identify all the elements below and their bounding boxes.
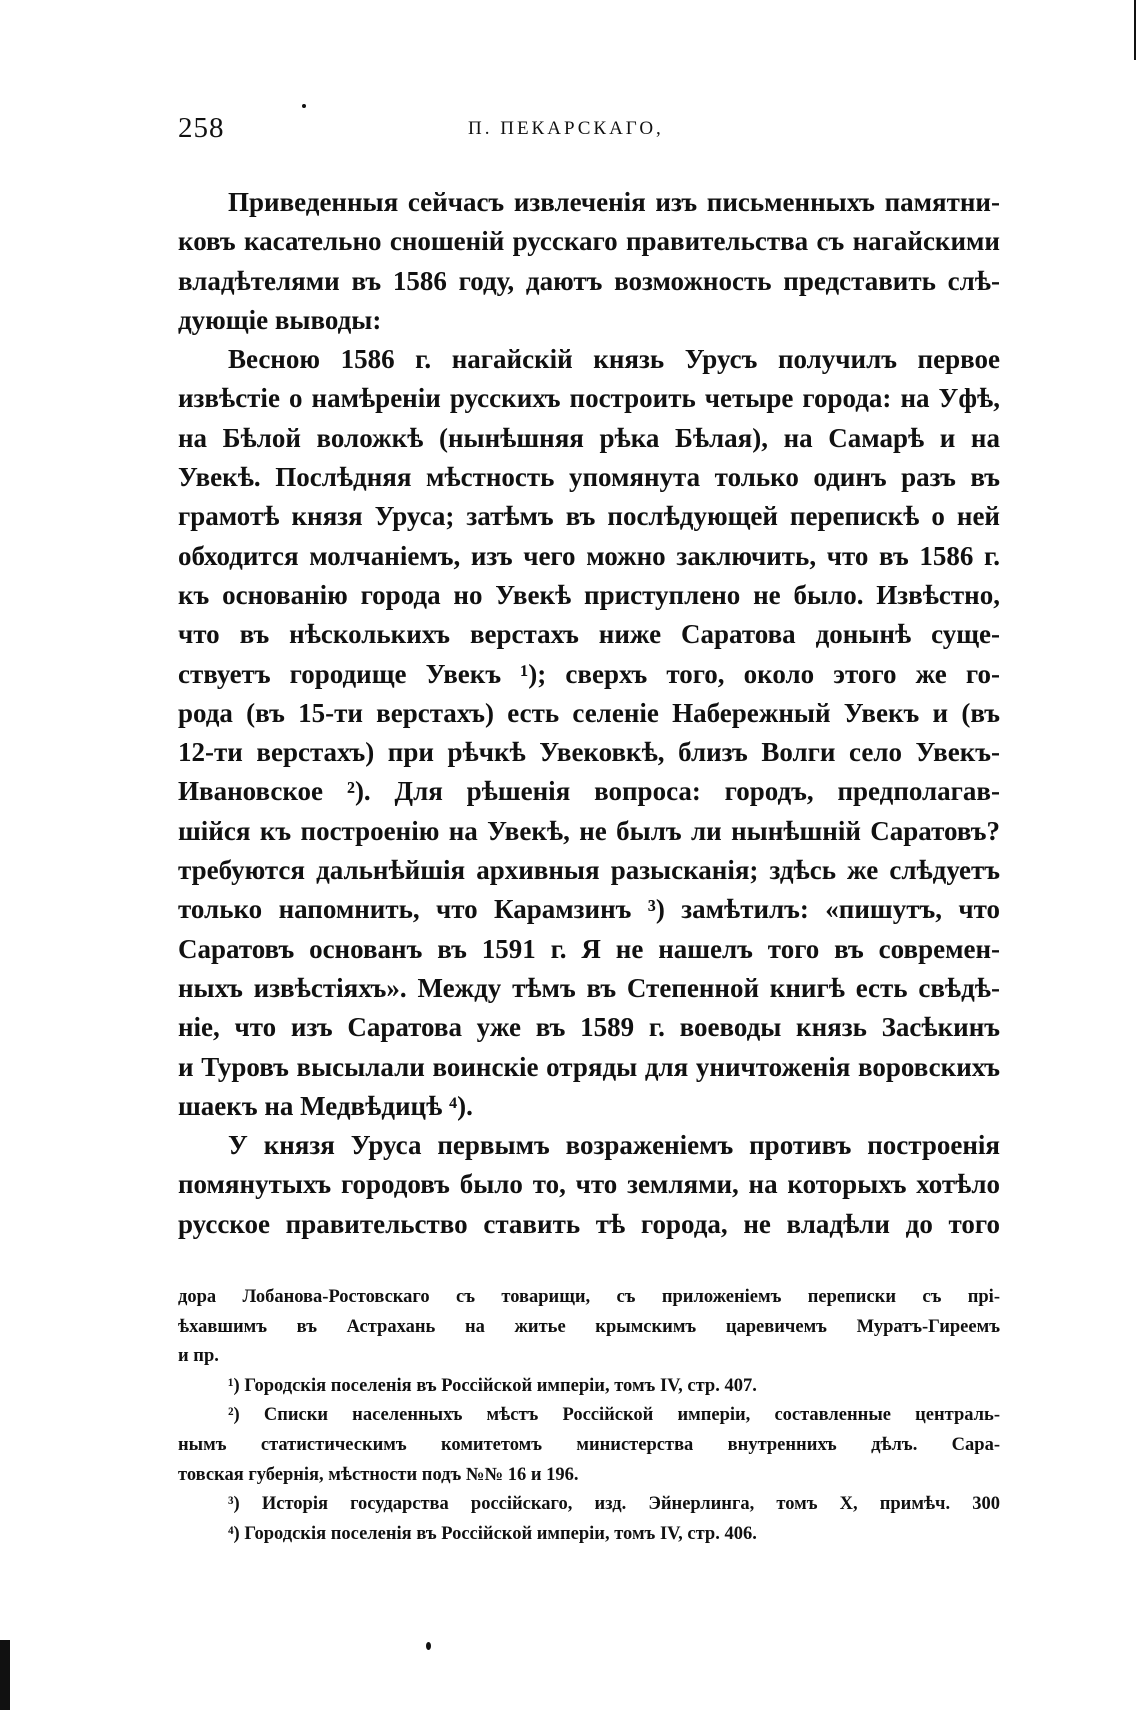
body-line: Ивановское ²). Для рѣшенія вопроса: городъ, предполагав- <box>178 776 1000 807</box>
footnote-line: ²) Списки населенныхъ мѣстъ Россійской имперіи, составленные централь- <box>228 1405 1000 1426</box>
footnote-line: нымъ статистическимъ комитетомъ министерства внутреннихъ дѣлъ. Сара- <box>178 1434 1000 1455</box>
body-line: 12-ти верстахъ) при рѣчкѣ Увековкѣ, близъ Волги село Увекъ- <box>178 737 1000 768</box>
body-line: помянутыхъ городовъ было то, что землями, на которыхъ хотѣло <box>178 1169 1000 1200</box>
body-line: дующіе выводы: <box>178 304 382 335</box>
body-line: что въ нѣсколькихъ верстахъ ниже Саратова донынѣ суще- <box>178 619 1000 650</box>
body-line: грамотѣ князя Уруса; затѣмъ въ послѣдующей перепискѣ о ней <box>178 501 1000 532</box>
body-text <box>178 183 1000 1244</box>
body-line: У князя Уруса первымъ возраженіемъ противъ построенія <box>228 1130 1000 1161</box>
scan-speck <box>302 104 306 108</box>
body-line: владѣтелями въ 1586 году, даютъ возможность представить слѣ- <box>178 265 1000 296</box>
footnote-line: и пр. <box>178 1346 219 1367</box>
footnote-line: товская губернія, мѣстности подъ №№ 16 и 196. <box>178 1464 579 1485</box>
footnote-line: ³) Исторія государства россійскаго, изд. Эйнерлинга, томъ X, примѣч. 300 <box>228 1494 1000 1515</box>
footnote-line: ѣхавшимъ въ Астрахань на житье крымскимъ царевичемъ Муратъ-Гиреемъ <box>178 1316 1000 1337</box>
footnotes <box>178 1283 1000 1549</box>
body-line: русское правительство ставить тѣ города, не владѣли до того <box>178 1208 1000 1239</box>
scan-edge-line <box>1134 0 1136 60</box>
page-header <box>178 112 998 152</box>
body-line: только напомнить, что Карамзинъ ³) замѣтилъ: «пишутъ, что <box>178 894 1000 925</box>
body-line: рода (въ 15-ти верстахъ) есть селеніе Набережный Увекъ и (въ <box>178 697 1000 728</box>
body-line: и Туровъ высылали воинскіе отряды для уничтоженія воровскихъ <box>178 1051 1000 1082</box>
footnote-line: дора Лобанова-Ростовскаго съ товарищи, съ приложеніемъ переписки съ прі- <box>178 1287 1000 1307</box>
body-line: Весною 1586 г. нагайскій князь Урусъ получилъ первое <box>228 344 1000 375</box>
body-line: извѣстіе о намѣреніи русскихъ построить четыре города: на Уфѣ, <box>178 383 1000 414</box>
body-line: Увекѣ. Послѣдняя мѣстность упомянута только одинъ разъ въ <box>178 462 1000 493</box>
body-line: шійся къ построенію на Увекѣ, не былъ ли нынѣшній Саратовъ? <box>178 815 1000 846</box>
body-line: ковъ касательно сношеній русскаго правительства съ нагайскими <box>178 226 1000 257</box>
body-line: шаекъ на Медвѣдицѣ ⁴). <box>178 1090 473 1121</box>
body-line: Приведенныя сейчасъ извлеченія изъ письменныхъ памятни- <box>228 187 1000 217</box>
body-line: требуются дальнѣйшія архивныя разысканія; здѣсь же слѣдуетъ <box>178 855 1000 886</box>
body-line: ніе, что изъ Саратова уже въ 1589 г. воеводы князь Засѣкинъ <box>178 1012 1000 1043</box>
footnote-line: ⁴) Городскія поселенія въ Россійской имперіи, томъ IV, стр. 406. <box>228 1523 757 1544</box>
scan-speck <box>426 1642 431 1650</box>
body-line: обходится молчаніемъ, изъ чего можно заключить, что въ 1586 г. <box>178 540 1000 571</box>
body-line: ныхъ извѣстіяхъ». Между тѣмъ въ Степенной книгѣ есть свѣдѣ- <box>178 972 1000 1003</box>
running-title: П. ПЕКАРСКАГО, <box>468 118 664 139</box>
scan-edge-mark <box>0 1640 10 1710</box>
body-line: ствуетъ городище Увекъ ¹); сверхъ того, около этого же го- <box>178 658 1000 689</box>
body-line: на Бѣлой воложкѣ (нынѣшняя рѣка Бѣлая), на Самарѣ и на <box>178 422 1000 453</box>
body-line: Саратовъ основанъ въ 1591 г. Я не нашелъ того въ современ- <box>178 933 1000 964</box>
footnote-line: ¹) Городскія поселенія въ Россійской имперіи, томъ IV, стр. 407. <box>228 1375 757 1396</box>
body-line: къ основанію города но Увекѣ приступлено не было. Извѣстно, <box>178 579 1000 610</box>
page-number: 258 <box>178 112 225 144</box>
